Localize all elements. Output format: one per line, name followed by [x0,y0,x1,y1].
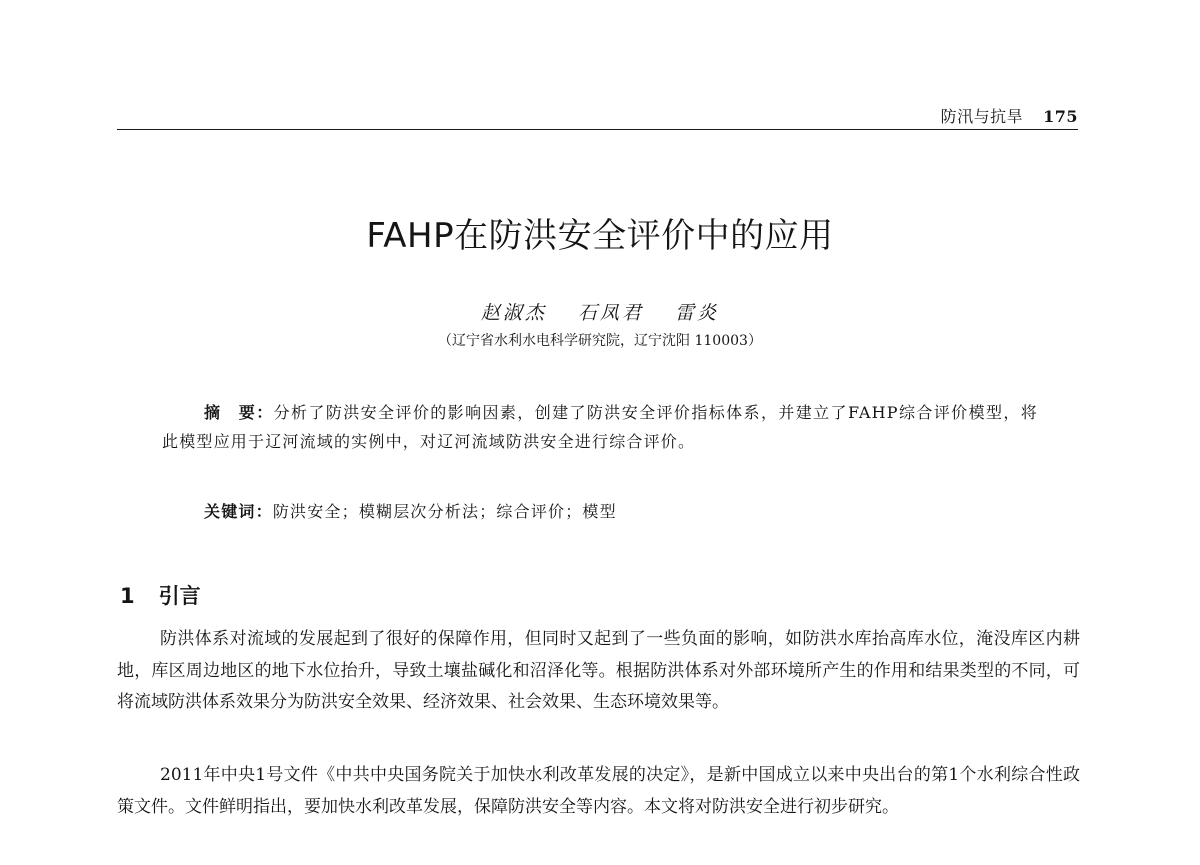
keywords [204,499,617,522]
article-title: FAHP在防洪安全评价中的应用 [366,216,834,256]
header-rule [117,129,1078,130]
page-number: 175 [1043,107,1078,126]
author-name: 雷炎 [675,302,720,324]
keywords-label: 关键词： [204,502,273,521]
section-heading [120,580,201,610]
running-header [941,104,1078,127]
section-number: 1 [120,584,135,608]
abstract-text: 分析了防洪安全评价的影响因素，创建了防洪安全评价指标体系，并建立了FAHP综合评价模型，将此模型应用于辽河流域的实例中，对辽河流域防洪安全进行综合评价。 [162,403,1038,451]
body-paragraph: 2011年中央1号文件《中共中央国务院关于加快水利改革发展的决定》，是新中国成立以来中央出台的第1个水利综合性政策文件。文件鲜明指出，要加快水利改革发展，保障防洪安全等内容。本文将对防洪安全进行初步研究。 [117,765,1080,817]
abstract [162,398,1038,456]
author-name: 赵淑杰 [480,302,547,324]
author-affiliation: （辽宁省水利水电科学研究院，辽宁沈阳 110003） [438,333,762,349]
abstract-label: 摘 要： [204,403,274,422]
body-paragraph: 防洪体系对流域的发展起到了很好的保障作用，但同时又起到了一些负面的影响，如防洪水库抬高库水位，淹没库区内耕地，库区周边地区的地下水位抬升，导致土壤盐碱化和沼泽化等。根据防洪体系对外部环境所产生的作用和结果类型的不同，可将流域防洪体系效果分为防洪安全效果、经济效果、社会效果、生态环境效果等。 [117,629,1080,712]
author-name: 石凤君 [577,302,644,324]
keywords-text: 防洪安全；模糊层次分析法；综合评价；模型 [272,502,617,521]
section-title: 引言 [158,584,201,608]
author-list [0,298,1200,325]
journal-section-name: 防汛与抗旱 [940,107,1024,126]
